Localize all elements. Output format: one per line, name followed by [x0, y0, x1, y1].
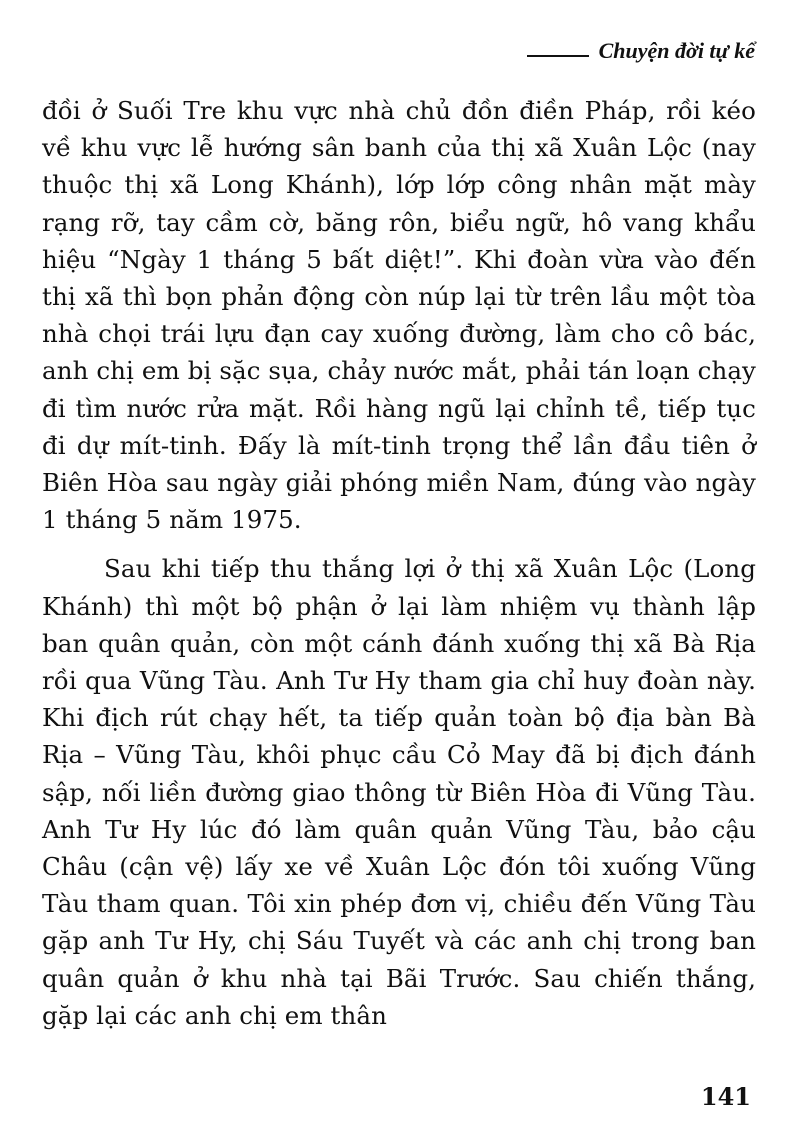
paragraph: Sau khi tiếp thu thắng lợi ở thị xã Xuân Lộc (Long Khánh) thì một bộ phận ở lại làm nhiệm vụ thành lập ban quân quản, còn một cánh đánh xuống thị xã Bà Rịa rồi qua Vũng Tàu. Anh Tư Hy tham gia chỉ huy đoàn này. Khi địch rút chạy hết, ta tiếp quản toàn bộ địa bàn Bà Rịa – Vũng Tàu, khôi phục cầu Cỏ May đã bị địch đánh sập, nối liền đường giao thông từ Biên Hòa đi Vũng Tàu. Anh Tư Hy lúc đó làm quân quản Vũng Tàu, bảo cậu Châu (cận vệ) lấy xe về Xuân Lộc đón tôi xuống Vũng Tàu tham quan. Tôi xin phép đơn vị, chiều đến Vũng Tàu gặp anh Tư Hy, chị Sáu Tuyết và các anh chị trong ban quân quản ở khu nhà tại Bãi Trước. Sau chiến thắng, gặp lại các anh chị em thân: [42, 554, 756, 1030]
page-body: [42, 92, 756, 1034]
paragraph-continued: đồi ở Suối Tre khu vực nhà chủ đồn điền Pháp, rồi kéo về khu vực lễ hướng sân banh của thị xã Xuân Lộc (nay thuộc thị xã Long Khánh), lớp lớp công nhân mặt mày rạng rỡ, tay cầm cờ, băng rôn, biểu ngữ, hô vang khẩu hiệu “Ngày 1 tháng 5 bất diệt!”. Khi đoàn vừa vào đến thị xã thì bọn phản động còn núp lại từ trên lầu một tòa nhà chọi trái lựu đạn cay xuống đường, làm cho cô bác, anh chị em bị sặc sụa, chảy nước mắt, phải tán loạn chạy đi tìm nước rửa mặt. Rồi hàng ngũ lại chỉnh tề, tiếp tục đi dự mít-tinh. Đấy là mít-tinh trọng thể lần đầu tiên ở Biên Hòa sau ngày giải phóng miền Nam, đúng vào ngày 1 tháng 5 năm 1975.: [42, 96, 756, 535]
running-header: [527, 38, 755, 64]
header-rule: [527, 55, 589, 57]
running-title: Chuyện đời tự kể: [598, 38, 755, 63]
page-number: 141: [700, 1082, 751, 1111]
